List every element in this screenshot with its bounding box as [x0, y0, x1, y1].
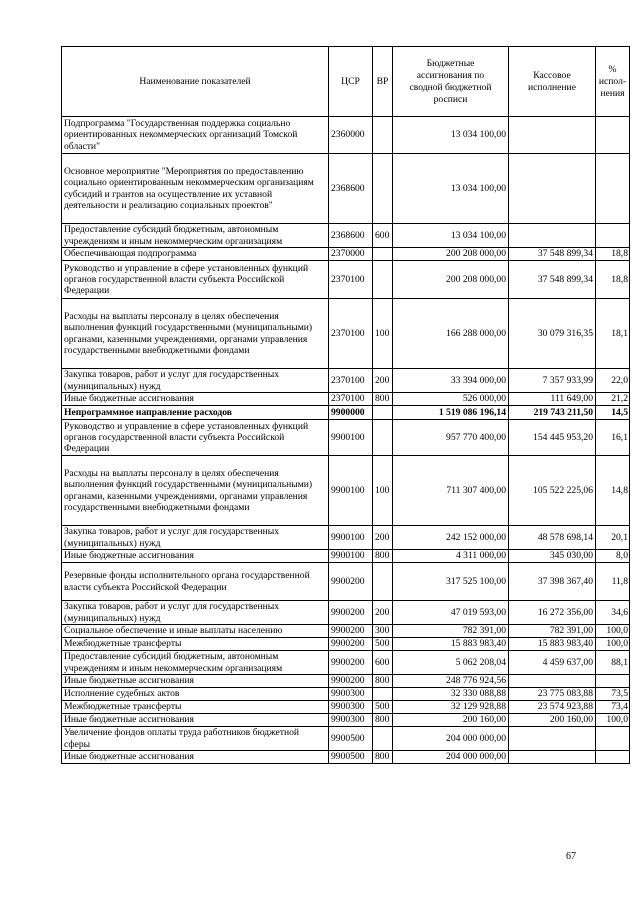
- table-row: [62, 701, 630, 714]
- cell-pct: 88,1: [596, 651, 630, 675]
- cell-pct: 18,1: [596, 299, 630, 369]
- cell-csr: 9900500: [329, 751, 373, 764]
- cell-pct: [596, 224, 630, 248]
- cell-name: Руководство и управление в сфере установленных функций органов государственной власти субъекта Российской Федерации: [62, 261, 329, 299]
- cell-budget: 1 519 086 196,14: [393, 406, 509, 420]
- table-row: [62, 550, 630, 563]
- cell-budget: 13 034 100,00: [393, 224, 509, 248]
- cell-vr: [373, 420, 393, 456]
- cell-vr: 100: [373, 456, 393, 526]
- cell-pct: 100,0: [596, 714, 630, 727]
- cell-csr: 9900200: [329, 675, 373, 688]
- table-row: [62, 456, 630, 526]
- cell-vr: [373, 117, 393, 154]
- cell-vr: 500: [373, 701, 393, 714]
- cell-cash: [509, 224, 596, 248]
- table-row: [62, 526, 630, 550]
- cell-cash: 154 445 953,20: [509, 420, 596, 456]
- cell-cash: 345 030,00: [509, 550, 596, 563]
- cell-cash: 219 743 211,50: [509, 406, 596, 420]
- cell-csr: 2370100: [329, 369, 373, 393]
- cell-pct: 73,4: [596, 701, 630, 714]
- cell-vr: [373, 406, 393, 420]
- table-row: [62, 601, 630, 625]
- cell-csr: 2370100: [329, 299, 373, 369]
- cell-csr: 9900200: [329, 625, 373, 638]
- cell-pct: 22,0: [596, 369, 630, 393]
- cell-csr: 9900000: [329, 406, 373, 420]
- cell-name: Иные бюджетные ассигнования: [62, 751, 329, 764]
- cell-budget: 32 129 928,88: [393, 701, 509, 714]
- cell-cash: 4 459 637,00: [509, 651, 596, 675]
- cell-pct: 18,8: [596, 248, 630, 261]
- table-row: [62, 751, 630, 764]
- cell-cash: [509, 117, 596, 154]
- table-row: [62, 299, 630, 369]
- cell-vr: [373, 688, 393, 701]
- cell-vr: [373, 248, 393, 261]
- cell-name: Расходы на выплаты персоналу в целях обеспечения выполнения функций государственными (муниципальными) органами, казенными учреждениями, органами управления государственными внебюджетными фондами: [62, 456, 329, 526]
- cell-budget: 526 000,00: [393, 393, 509, 406]
- cell-name: Исполнение судебных актов: [62, 688, 329, 701]
- cell-budget: 4 311 000,00: [393, 550, 509, 563]
- cell-name: Межбюджетные трансферты: [62, 638, 329, 651]
- cell-vr: 800: [373, 714, 393, 727]
- cell-cash: 105 522 225,06: [509, 456, 596, 526]
- cell-name: Социальное обеспечение и иные выплаты населению: [62, 625, 329, 638]
- table-body: [62, 117, 630, 764]
- table-row: [62, 727, 630, 751]
- cell-budget: 782 391,00: [393, 625, 509, 638]
- cell-budget: 166 288 000,00: [393, 299, 509, 369]
- cell-csr: 2370100: [329, 261, 373, 299]
- cell-cash: [509, 751, 596, 764]
- cell-name: Руководство и управление в сфере установленных функций органов государственной власти субъекта Российской Федерации: [62, 420, 329, 456]
- cell-name: Увеличение фондов оплаты труда работников бюджетной сферы: [62, 727, 329, 751]
- cell-budget: 13 034 100,00: [393, 154, 509, 224]
- cell-csr: 2370000: [329, 248, 373, 261]
- cell-pct: 20,1: [596, 526, 630, 550]
- cell-cash: 23 574 923,88: [509, 701, 596, 714]
- cell-csr: 9900300: [329, 688, 373, 701]
- cell-name: Непрограммное направление расходов: [62, 406, 329, 420]
- cell-budget: 248 776 924,56: [393, 675, 509, 688]
- table-row: [62, 675, 630, 688]
- cell-csr: 2360000: [329, 117, 373, 154]
- table-row: [62, 261, 630, 299]
- table-row: [62, 563, 630, 601]
- cell-csr: 2368600: [329, 224, 373, 248]
- cell-name: Подпрограмма "Государственная поддержка социально ориентированных некоммерческих организаций Томской области": [62, 117, 329, 154]
- table-row: [62, 651, 630, 675]
- cell-cash: [509, 675, 596, 688]
- cell-csr: 9900100: [329, 550, 373, 563]
- header-csr: ЦСР: [329, 47, 373, 117]
- cell-name: Закупка товаров, работ и услуг для государственных (муниципальных) нужд: [62, 601, 329, 625]
- cell-vr: 800: [373, 751, 393, 764]
- cell-cash: 200 160,00: [509, 714, 596, 727]
- cell-cash: 111 649,00: [509, 393, 596, 406]
- cell-name: Закупка товаров, работ и услуг для государственных (муниципальных) нужд: [62, 369, 329, 393]
- cell-budget: 957 770 400,00: [393, 420, 509, 456]
- header-row: [62, 47, 630, 117]
- header-vr: ВР: [373, 47, 393, 117]
- cell-pct: 100,0: [596, 638, 630, 651]
- cell-name: Иные бюджетные ассигнования: [62, 675, 329, 688]
- cell-pct: [596, 751, 630, 764]
- cell-pct: 34,6: [596, 601, 630, 625]
- cell-budget: 13 034 100,00: [393, 117, 509, 154]
- cell-budget: 204 000 000,00: [393, 751, 509, 764]
- cell-name: Иные бюджетные ассигнования: [62, 393, 329, 406]
- cell-name: Иные бюджетные ассигнования: [62, 714, 329, 727]
- table-row: [62, 406, 630, 420]
- cell-vr: 300: [373, 625, 393, 638]
- table-row: [62, 154, 630, 224]
- table-row: [62, 224, 630, 248]
- cell-pct: 14,8: [596, 456, 630, 526]
- cell-budget: 32 330 088,88: [393, 688, 509, 701]
- table-row: [62, 688, 630, 701]
- table-row: [62, 117, 630, 154]
- header-pct: % испол-нения: [596, 47, 630, 117]
- cell-name: Резервные фонды исполнительного органа государственной власти субъекта Российской Федерации: [62, 563, 329, 601]
- cell-vr: 600: [373, 651, 393, 675]
- cell-vr: [373, 563, 393, 601]
- cell-name: Закупка товаров, работ и услуг для государственных (муниципальных) нужд: [62, 526, 329, 550]
- cell-vr: 600: [373, 224, 393, 248]
- cell-cash: [509, 727, 596, 751]
- cell-vr: 200: [373, 369, 393, 393]
- cell-csr: 2370100: [329, 393, 373, 406]
- cell-csr: 9900500: [329, 727, 373, 751]
- cell-name: Основное мероприятие "Мероприятия по предоставлению социально ориентированным некоммерческим организациям субсидий и грантов на осуществление их уставной деятельности и реализацию социальных проектов": [62, 154, 329, 224]
- table-row: [62, 625, 630, 638]
- cell-vr: 200: [373, 526, 393, 550]
- header-budget: Бюджетные ассигнования по сводной бюджетной росписи: [393, 47, 509, 117]
- cell-budget: 242 152 000,00: [393, 526, 509, 550]
- page-number: 67: [566, 851, 576, 862]
- cell-vr: 200: [373, 601, 393, 625]
- cell-budget: 200 208 000,00: [393, 248, 509, 261]
- cell-pct: 73,5: [596, 688, 630, 701]
- cell-cash: 23 775 083,88: [509, 688, 596, 701]
- cell-pct: [596, 154, 630, 224]
- cell-csr: 9900300: [329, 714, 373, 727]
- cell-csr: 9900100: [329, 420, 373, 456]
- cell-vr: [373, 154, 393, 224]
- cell-pct: 14,5: [596, 406, 630, 420]
- cell-cash: 37 548 899,34: [509, 248, 596, 261]
- cell-csr: 9900300: [329, 701, 373, 714]
- cell-budget: 317 525 100,00: [393, 563, 509, 601]
- table-row: [62, 393, 630, 406]
- cell-csr: 2368600: [329, 154, 373, 224]
- cell-pct: 8,0: [596, 550, 630, 563]
- cell-budget: 5 062 208,04: [393, 651, 509, 675]
- cell-cash: 15 883 983,40: [509, 638, 596, 651]
- table-row: [62, 714, 630, 727]
- header-cash: Кассовое исполнение: [509, 47, 596, 117]
- table-row: [62, 638, 630, 651]
- table-row: [62, 420, 630, 456]
- cell-pct: 11,8: [596, 563, 630, 601]
- cell-cash: [509, 154, 596, 224]
- cell-budget: 33 394 000,00: [393, 369, 509, 393]
- cell-csr: 9900200: [329, 651, 373, 675]
- cell-csr: 9900200: [329, 601, 373, 625]
- cell-cash: 30 079 316,35: [509, 299, 596, 369]
- cell-name: Расходы на выплаты персоналу в целях обеспечения выполнения функций государственными (муниципальными) органами, казенными учреждениями, органами управления государственными внебюджетными фондами: [62, 299, 329, 369]
- table-row: [62, 248, 630, 261]
- cell-csr: 9900200: [329, 638, 373, 651]
- cell-cash: 48 578 698,14: [509, 526, 596, 550]
- cell-pct: 100,0: [596, 625, 630, 638]
- cell-vr: [373, 727, 393, 751]
- cell-vr: 800: [373, 550, 393, 563]
- cell-name: Обеспечивающая подпрограмма: [62, 248, 329, 261]
- cell-cash: 16 272 356,00: [509, 601, 596, 625]
- cell-budget: 200 160,00: [393, 714, 509, 727]
- cell-csr: 9900100: [329, 456, 373, 526]
- cell-csr: 9900200: [329, 563, 373, 601]
- cell-pct: 18,8: [596, 261, 630, 299]
- cell-cash: 37 548 899,34: [509, 261, 596, 299]
- cell-cash: 7 357 933,99: [509, 369, 596, 393]
- cell-cash: 782 391,00: [509, 625, 596, 638]
- cell-cash: 37 398 367,40: [509, 563, 596, 601]
- cell-vr: 800: [373, 393, 393, 406]
- cell-vr: [373, 261, 393, 299]
- cell-name: Предоставление субсидий бюджетным, автономным учреждениям и иным некоммерческим организациям: [62, 651, 329, 675]
- cell-vr: 500: [373, 638, 393, 651]
- cell-name: Иные бюджетные ассигнования: [62, 550, 329, 563]
- table-row: [62, 369, 630, 393]
- cell-vr: 100: [373, 299, 393, 369]
- cell-budget: 200 208 000,00: [393, 261, 509, 299]
- cell-pct: [596, 675, 630, 688]
- cell-budget: 47 019 593,00: [393, 601, 509, 625]
- cell-budget: 204 000 000,00: [393, 727, 509, 751]
- cell-pct: 21,2: [596, 393, 630, 406]
- cell-pct: [596, 117, 630, 154]
- cell-budget: 711 307 400,00: [393, 456, 509, 526]
- cell-budget: 15 883 983,40: [393, 638, 509, 651]
- budget-execution-table: [61, 46, 630, 764]
- cell-vr: 800: [373, 675, 393, 688]
- cell-pct: 16,1: [596, 420, 630, 456]
- header-name: Наименование показателей: [62, 47, 329, 117]
- cell-name: Межбюджетные трансферты: [62, 701, 329, 714]
- cell-name: Предоставление субсидий бюджетным, автономным учреждениям и иным некоммерческим организациям: [62, 224, 329, 248]
- cell-csr: 9900100: [329, 526, 373, 550]
- cell-pct: [596, 727, 630, 751]
